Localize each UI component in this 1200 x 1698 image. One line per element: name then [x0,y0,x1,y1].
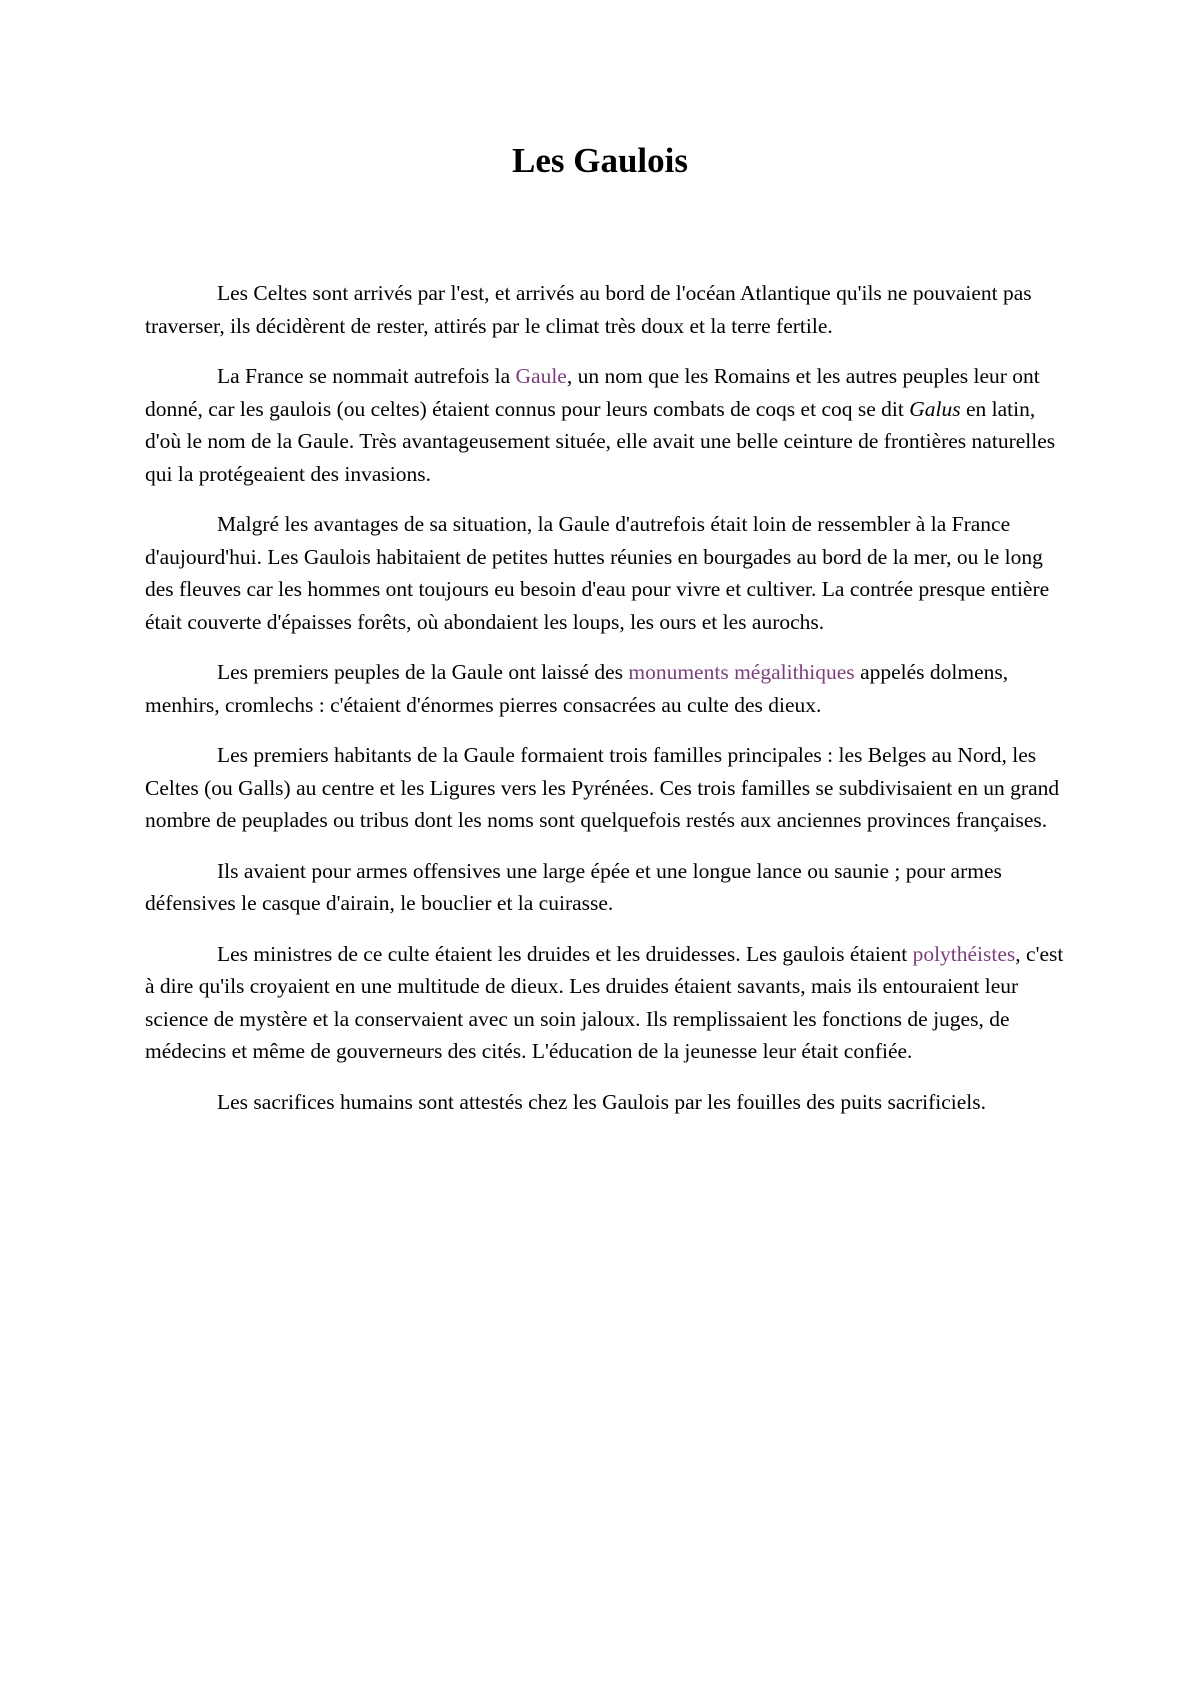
monuments-megalithiques-link[interactable]: monuments mégalithiques [628,660,855,684]
paragraph-text: Les sacrifices humains sont attestés chez les Gaulois par les fouilles des puits sacrificiels. [217,1089,987,1114]
paragraph-megalithic [145,656,1065,721]
paragraph-text: Les Celtes sont arrivés par l'est, et arrivés au bord de l'océan Atlantique qu'ils ne pouvaient pas traverser, ils décidèrent de rester, attirés par le climat très doux et la terre fertile. [145,281,1032,338]
paragraph-text: Malgré les avantages de sa situation, la Gaule d'autrefois était loin de ressembler à la France d'aujourd'hui. Les Gaulois habitaient de petites huttes réunies en bourgades au bord de la mer, ou le long des fleuves car les hommes ont toujours eu besoin d'eau pour vivre et cultiver. La contrée presque entière était couverte d'épaisses forêts, où abondaient les loups, les ours et les aurochs. [145,512,1050,634]
paragraph-text: Les premiers peuples de la Gaule ont laissé des [217,660,629,684]
paragraph-text: , un nom que les Romains et les autres peuples leur ont donné, car les gaulois (ou celtes) étaient connus pour leurs combats de coqs et coq se dit [145,364,1040,421]
paragraph-celtes-arrival [145,277,1065,342]
page-title: Les Gaulois [511,141,688,180]
gaule-link[interactable]: Gaule [515,364,567,388]
paragraph-sacrifices [145,1086,1065,1119]
paragraph-druides [145,938,1065,1068]
paragraph-families [145,739,1065,837]
paragraph-text: Les ministres de ce culte étaient les druides et les druidesses. Les gaulois étaient [217,941,913,966]
paragraph-text: appelés dolmens, menhirs, cromlechs : c'étaient d'énormes pierres consacrées au culte des dieux. [145,660,1009,717]
document-body [145,277,1065,1136]
paragraph-weapons [145,855,1065,920]
paragraph-text: , c'est à dire qu'ils croyaient en une multitude de dieux. Les druides étaient savants, mais ils entouraient leur science de mystère et la conservaient avec un soin jaloux. Ils remplissaient les fonctions de juges, de médecins et même de gouverneurs des cités. L'éducation de la jeunesse leur était confiée. [145,941,1064,1063]
paragraph-text: en latin, d'où le nom de la Gaule. Très avantageusement située, elle avait une belle ceinture de frontières naturelles qui la protégeaient des invasions. [145,396,1056,486]
paragraph-text: La France se nommait autrefois la [217,364,516,388]
paragraph-gaule-situation [145,508,1065,638]
polytheistes-link[interactable]: polythéistes [912,941,1016,966]
italic-term: Galus [909,396,961,421]
paragraph-gaule-name [145,360,1065,490]
paragraph-text: Ils avaient pour armes offensives une large épée et une longue lance ou saunie ; pour armes défensives le casque d'airain, le bouclier et la cuirasse. [145,858,1002,915]
paragraph-text: Les premiers habitants de la Gaule formaient trois familles principales : les Belges au Nord, les Celtes (ou Galls) au centre et les Ligures vers les Pyrénées. Ces trois familles se subdivisaient en un grand nombre de peuplades ou tribus dont les noms sont quelquefois restés aux anciennes provinces françaises. [145,743,1060,832]
